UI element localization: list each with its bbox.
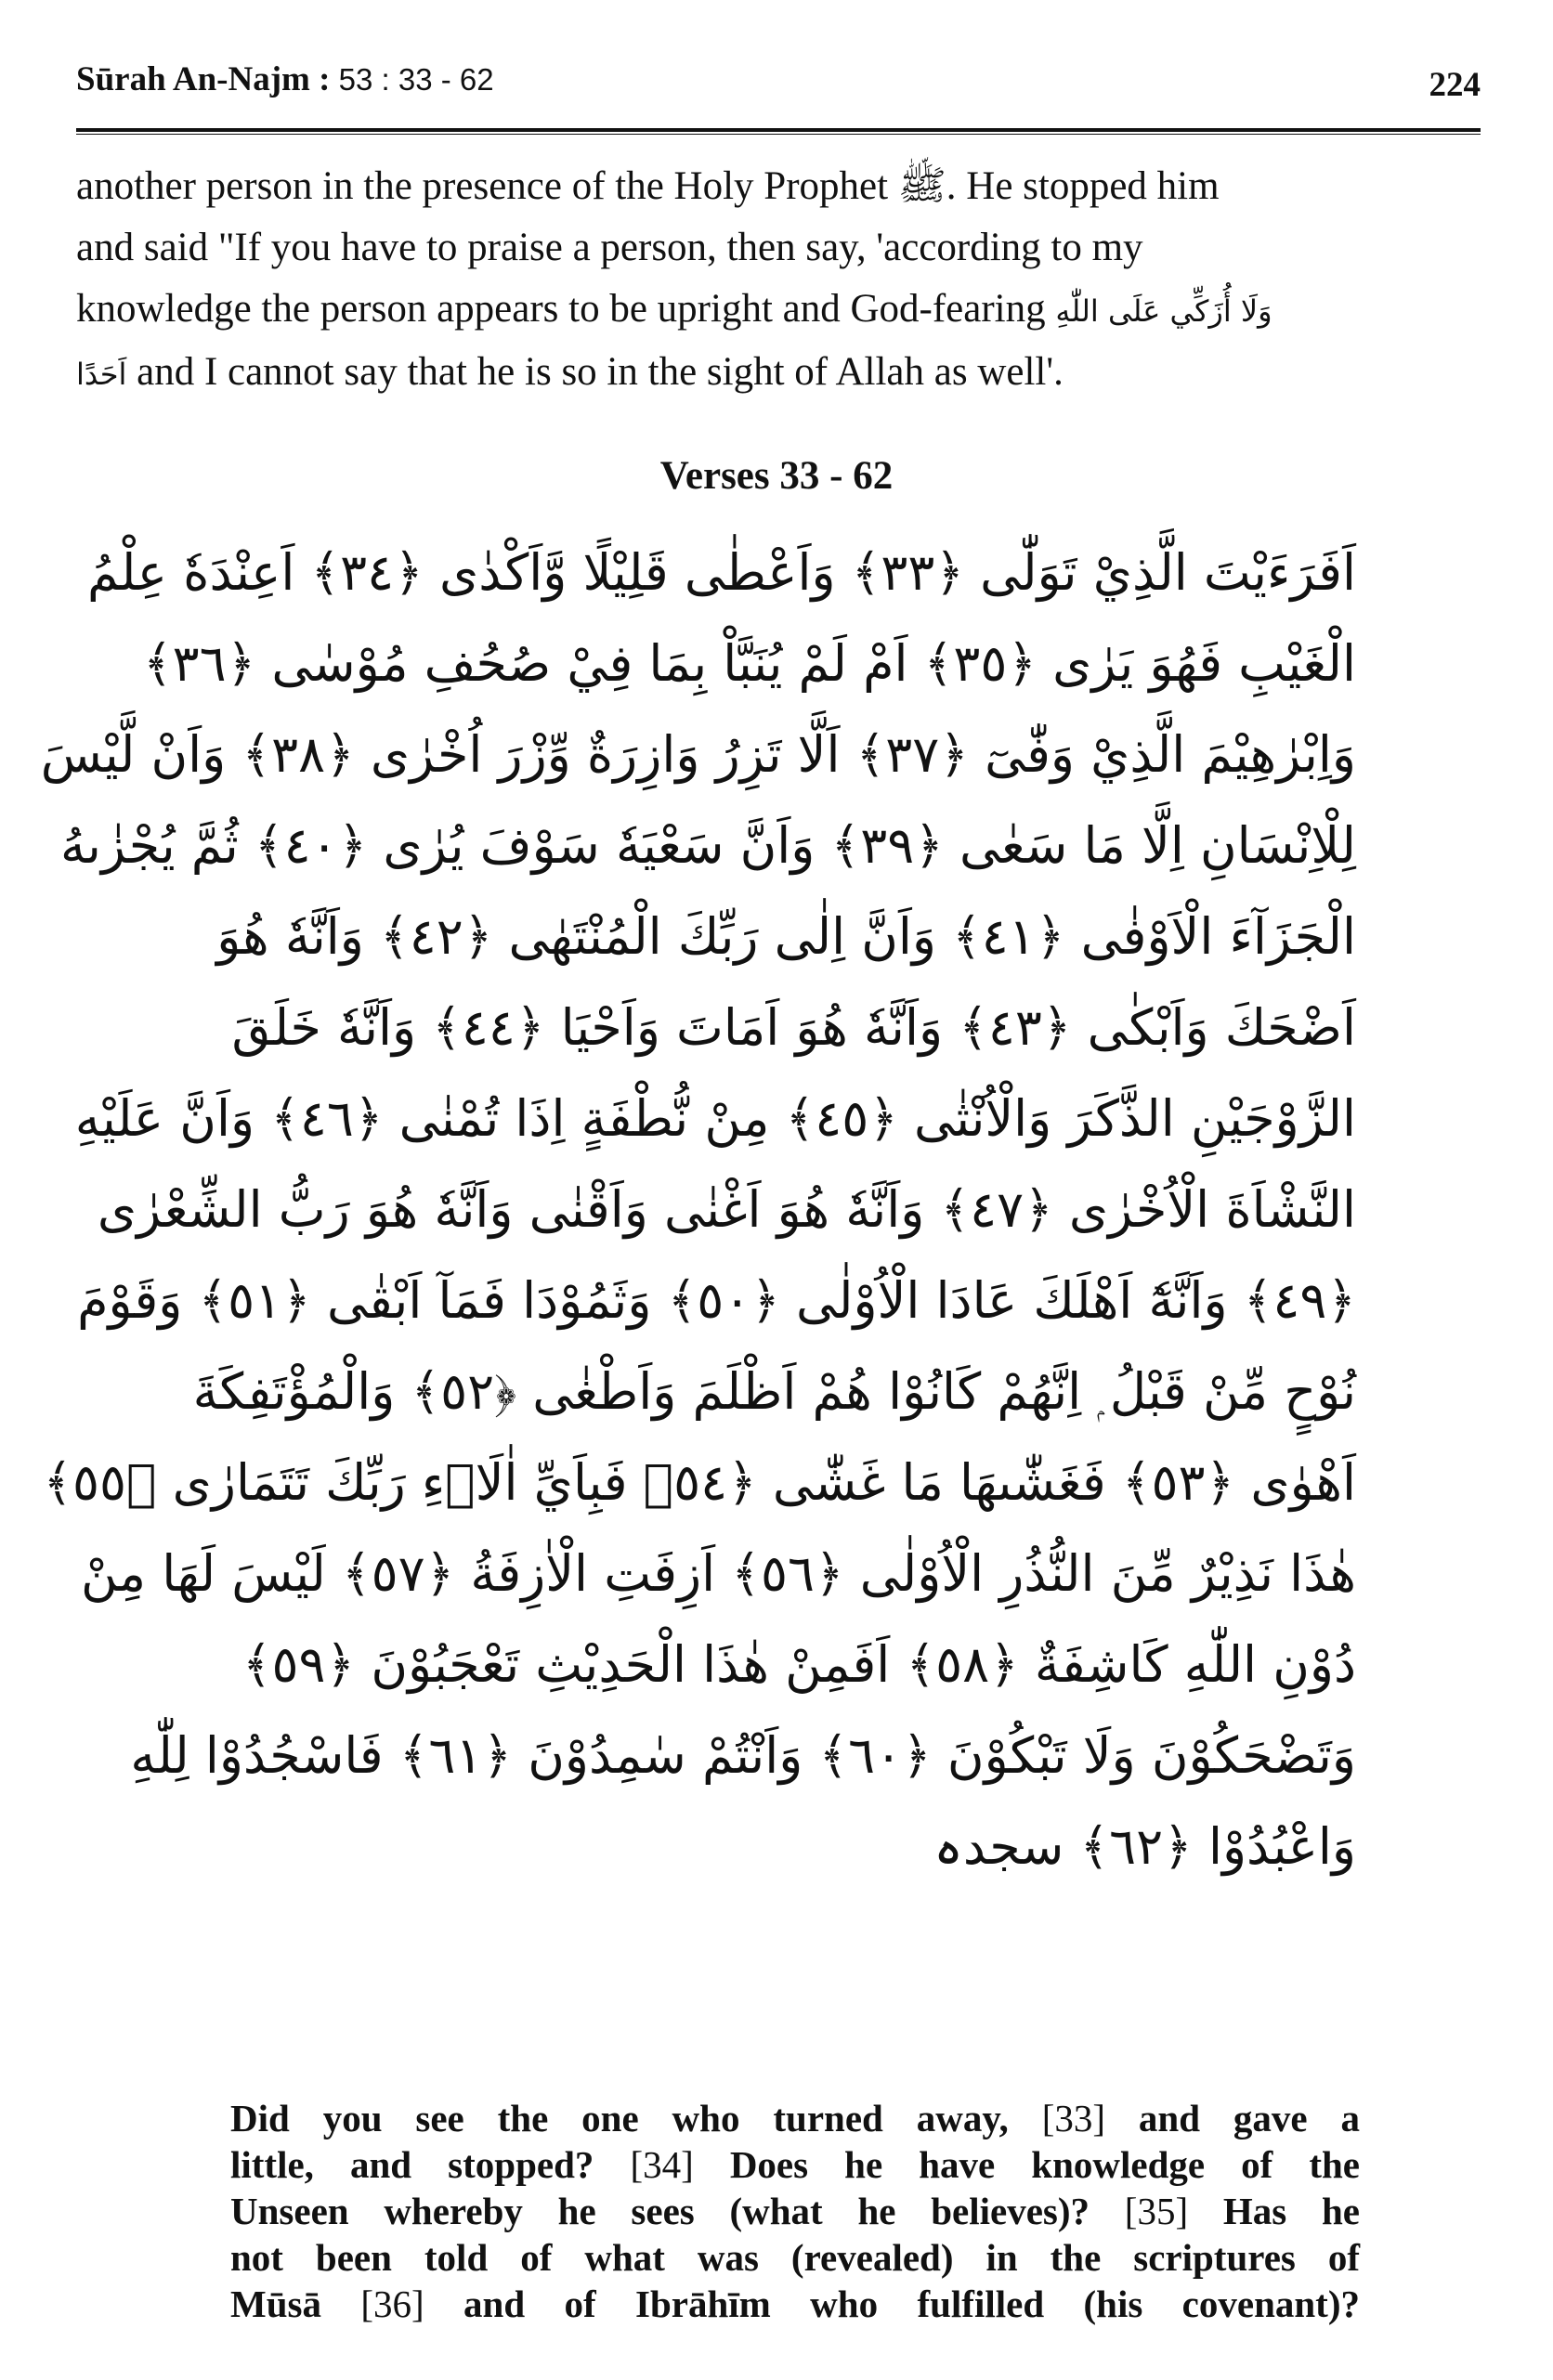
translation-text: Does he have knowledge of the (729, 2143, 1360, 2186)
intro-paragraph (76, 156, 1481, 405)
inline-arabic: اَحَدًا (76, 357, 127, 392)
section-title: Verses 33 - 62 (659, 454, 894, 498)
arabic-verse-line: الْجَزَآءَ الْاَوْفٰى ﴿٤١﴾ وَاَنَّ اِلٰى رَبِّكَ الْمُنْتَهٰى ﴿٤٢﴾ وَاَنَّهٗ هُوَ (216, 907, 1356, 966)
arabic-verse-line: وَاِبْرٰهِيْمَ الَّذِيْ وَفّٰىٓ ﴿٣٧﴾ اَلَّا تَزِرُ وَازِرَةٌ وِّزْرَ اُخْرٰى ﴿٣٨﴾ وَاَنْ لَّيْسَ (40, 725, 1356, 784)
intro-line-text: and I cannot say that he is so in the sight of Allah as well'. (137, 350, 1064, 394)
verse-number: [35] (1090, 2190, 1223, 2232)
arabic-verse-line: اَهْوٰى ﴿٥٣﴾ فَغَشّٰىهَا مَا غَشّٰى ﴿٥٤﴾ فَبِاَيِّ اٰلَاۗءِ رَبِّكَ تَتَمَارٰى ﴿٥٥﴾ (43, 1453, 1356, 1512)
header-divider (76, 128, 1481, 135)
translation-text: Has he (1222, 2190, 1360, 2232)
arabic-verse-line: اَفَرَءَيْتَ الَّذِيْ تَوَلّٰى ﴿٣٣﴾ وَاَعْطٰى قَلِيْلًا وَّاَكْدٰى ﴿٣٤﴾ اَعِنْدَهٗ عِلْمُ (86, 543, 1356, 602)
arabic-verses (40, 527, 1356, 1892)
translation-text: Did you see the one who turned away, (230, 2097, 1009, 2139)
translation-paragraph (230, 2095, 1360, 2327)
arabic-verse-line: ﴿٤٩﴾ وَاَنَّهٗٓ اَهْلَكَ عَادَا الْاُوْلٰى ﴿٥٠﴾ وَثَمُوْدَا فَمَآ اَبْقٰى ﴿٥١﴾ وَقَوْمَ (77, 1271, 1356, 1330)
translation-text: Mūsā (230, 2282, 321, 2325)
translation-line (230, 2281, 1360, 2327)
intro-line (76, 342, 1481, 405)
translation-line (230, 2141, 1360, 2188)
translation-text: little, and stopped? (230, 2143, 594, 2186)
arabic-verse-line: وَاعْبُدُوْا ﴿٦٢﴾ سجدہ (933, 1817, 1356, 1876)
arabic-verse-line: اَضْحَكَ وَاَبْكٰى ﴿٤٣﴾ وَاَنَّهٗ هُوَ اَمَاتَ وَاَحْيَا ﴿٤٤﴾ وَاَنَّهٗ خَلَقَ (231, 998, 1356, 1057)
intro-line: another person in the presence of the Holy Prophet ﷺ. He stopped him (76, 164, 1220, 208)
arabic-verse-line: الزَّوْجَيْنِ الذَّكَرَ وَالْاُنْثٰى ﴿٤٥﴾ مِنْ نُّطْفَةٍ اِذَا تُمْنٰى ﴿٤٦﴾ وَاَنَّ عَلَيْهِ (74, 1089, 1356, 1148)
translation-text: Unseen whereby he sees (what he believes)? (230, 2190, 1090, 2232)
translation-line (230, 2234, 1360, 2281)
translation-text: and of Ibrāhīm who fulfilled (his covenant)? (463, 2282, 1360, 2325)
translation-text: and gave a (1138, 2097, 1360, 2139)
arabic-verse-line: نُوْحٍ مِّنْ قَبْلُ ۭ اِنَّهُمْ كَانُوْا هُمْ اَظْلَمَ وَاَطْغٰى ﴿٥٢﴾ وَالْمُؤْتَفِكَةَ (192, 1362, 1356, 1421)
page-number: 224 (1429, 66, 1481, 104)
verse-number: [34] (594, 2143, 730, 2186)
inline-arabic: وَلَا أُزَكِّي عَلَى اللّٰهِ (1055, 293, 1272, 329)
arabic-verse-line: لِلْاِنْسَانِ اِلَّا مَا سَعٰى ﴿٣٩﴾ وَاَنَّ سَعْيَهٗ سَوْفَ يُرٰى ﴿٤٠﴾ ثُمَّ يُجْزٰىهُ (59, 816, 1356, 875)
arabic-verse-line: النَّشْاَةَ الْاُخْرٰى ﴿٤٧﴾ وَاَنَّهٗ هُوَ اَغْنٰى وَاَقْنٰى وَاَنَّهٗ هُوَ رَبُّ الشِّعْرٰى (97, 1180, 1356, 1239)
intro-line: and said "If you have to praise a person, then say, 'according to my (76, 226, 1143, 269)
arabic-verse-line: الْغَيْبِ فَهُوَ يَرٰى ﴿٣٥﴾ اَمْ لَمْ يُنَبَّاْ بِمَا فِيْ صُحُفِ مُوْسٰى ﴿٣٦﴾ (142, 634, 1356, 693)
arabic-verse-line: دُوْنِ اللّٰهِ كَاشِفَةٌ ﴿٥٨﴾ اَفَمِنْ هٰذَا الْحَدِيْثِ تَعْجَبُوْنَ ﴿٥٩﴾ (241, 1635, 1356, 1694)
page-header (76, 54, 1481, 111)
intro-line-text: knowledge the person appears to be upright and God-fearing (76, 287, 1046, 331)
arabic-verse-line: وَتَضْحَكُوْنَ وَلَا تَبْكُوْنَ ﴿٦٠﴾ وَاَنْتُمْ سٰمِدُوْنَ ﴿٦١﴾ فَاسْجُدُوْا لِلّٰهِ (130, 1726, 1356, 1785)
intro-line (76, 279, 1481, 342)
surah-title (76, 59, 494, 99)
arabic-verse-line: هٰذَا نَذِيْرٌ مِّنَ النُّذُرِ الْاُوْلٰى ﴿٥٦﴾ اَزِفَتِ الْاٰزِفَةُ ﴿٥٧﴾ لَيْسَ لَهَا مِنْ (81, 1544, 1356, 1603)
translation-line (230, 2095, 1360, 2141)
surah-name: Sūrah An-Najm : (76, 60, 331, 98)
verse-number: [36] (320, 2282, 464, 2325)
surah-reference: 53 : 33 - 62 (338, 62, 494, 97)
verse-number: [33] (1008, 2097, 1139, 2139)
translation-line (230, 2188, 1360, 2234)
translation-text: not been told of what was (revealed) in the scriptures of (230, 2236, 1360, 2279)
